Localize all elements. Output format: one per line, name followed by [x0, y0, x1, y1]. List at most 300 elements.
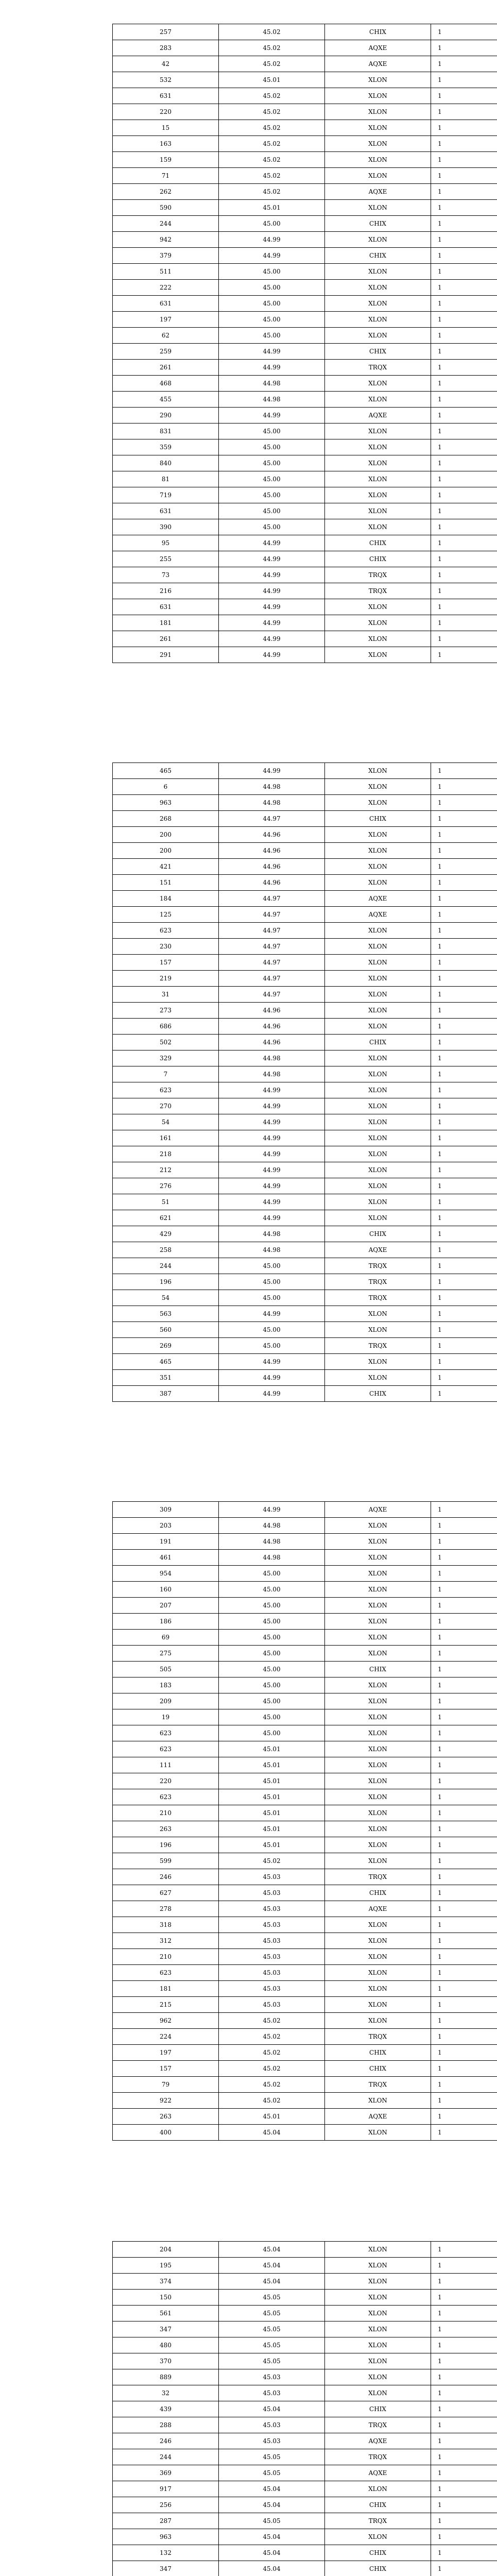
- trade-venue: XLON: [325, 1194, 431, 1210]
- trade-price: 44.99: [219, 1178, 325, 1194]
- table-row: [113, 24, 497, 40]
- trade-flag: 1: [431, 1869, 497, 1885]
- trade-price: 45.00: [219, 1566, 325, 1582]
- trade-venue: CHIX: [325, 24, 431, 40]
- trade-venue: TRQX: [325, 2513, 431, 2529]
- trade-venue: XLON: [325, 471, 431, 487]
- trade-flag: 1: [431, 1885, 497, 1901]
- trade-venue: AQXE: [325, 2465, 431, 2481]
- trade-flag: 1: [431, 312, 497, 328]
- trade-price: 44.99: [219, 583, 325, 599]
- trade-flag: 1: [431, 1598, 497, 1614]
- trade-venue: AQXE: [325, 2109, 431, 2125]
- trade-quantity: 400: [113, 2125, 219, 2141]
- table-row: [113, 615, 497, 631]
- trade-quantity: 257: [113, 24, 219, 40]
- trade-price: 45.01: [219, 72, 325, 88]
- trade-flag: 1: [431, 152, 497, 168]
- trade-venue: XLON: [325, 88, 431, 104]
- trade-flag: 1: [431, 471, 497, 487]
- trade-price: 44.99: [219, 1306, 325, 1322]
- trade-venue: XLON: [325, 955, 431, 971]
- trade-price: 44.99: [219, 344, 325, 360]
- trade-quantity: 461: [113, 1550, 219, 1566]
- trade-quantity: 159: [113, 152, 219, 168]
- table-row: [113, 1837, 497, 1853]
- trade-quantity: 831: [113, 423, 219, 439]
- trade-venue: XLON: [325, 104, 431, 120]
- table-row: [113, 1821, 497, 1837]
- trade-venue: AQXE: [325, 184, 431, 200]
- trade-flag: 1: [431, 1550, 497, 1566]
- trade-quantity: 263: [113, 1821, 219, 1837]
- trade-price: 44.96: [219, 827, 325, 843]
- trade-flag: 1: [431, 2513, 497, 2529]
- trade-venue: CHIX: [325, 535, 431, 551]
- trade-flag: 1: [431, 439, 497, 455]
- trade-quantity: 623: [113, 923, 219, 939]
- trade-price: 44.99: [219, 1386, 325, 1402]
- trade-quantity: 230: [113, 939, 219, 955]
- trade-quantity: 15: [113, 120, 219, 136]
- trade-price: 45.00: [219, 296, 325, 312]
- trade-quantity: 560: [113, 1322, 219, 1338]
- trade-price: 45.01: [219, 200, 325, 216]
- trade-venue: CHIX: [325, 1226, 431, 1242]
- trade-venue: XLON: [325, 200, 431, 216]
- trade-venue: XLON: [325, 280, 431, 296]
- trade-venue: XLON: [325, 1550, 431, 1566]
- trade-price: 45.00: [219, 487, 325, 503]
- trade-flag: 1: [431, 971, 497, 987]
- trade-flag: 1: [431, 1019, 497, 1035]
- trade-quantity: 840: [113, 455, 219, 471]
- trade-price: 44.99: [219, 1082, 325, 1098]
- table-row: [113, 88, 497, 104]
- trade-price: 44.99: [219, 599, 325, 615]
- trade-price: 45.02: [219, 88, 325, 104]
- table-row: [113, 152, 497, 168]
- trade-flag: 1: [431, 551, 497, 567]
- trade-price: 44.99: [219, 631, 325, 647]
- trade-venue: XLON: [325, 1354, 431, 1370]
- trade-flag: 1: [431, 1901, 497, 1917]
- trade-venue: XLON: [325, 779, 431, 795]
- trade-quantity: 261: [113, 631, 219, 647]
- trade-quantity: 261: [113, 360, 219, 376]
- trade-price: 45.03: [219, 1917, 325, 1933]
- trade-venue: XLON: [325, 859, 431, 875]
- trade-flag: 1: [431, 408, 497, 423]
- trade-price: 44.99: [219, 763, 325, 779]
- trade-quantity: 157: [113, 955, 219, 971]
- trade-price: 45.05: [219, 2290, 325, 2306]
- trade-flag: 1: [431, 1693, 497, 1709]
- table-row: [113, 72, 497, 88]
- table-row: [113, 1646, 497, 1662]
- trade-quantity: 262: [113, 184, 219, 200]
- trade-quantity: 963: [113, 2529, 219, 2545]
- table-row: [113, 2290, 497, 2306]
- trade-venue: TRQX: [325, 2077, 431, 2093]
- trade-flag: 1: [431, 1322, 497, 1338]
- trade-flag: 1: [431, 2029, 497, 2045]
- trade-quantity: 502: [113, 1035, 219, 1050]
- trade-quantity: 686: [113, 1019, 219, 1035]
- trade-price: 45.00: [219, 1709, 325, 1725]
- table-row: [113, 2481, 497, 2497]
- trade-flag: 1: [431, 2013, 497, 2029]
- trade-quantity: 347: [113, 2561, 219, 2576]
- trade-flag: 1: [431, 1837, 497, 1853]
- trade-flag: 1: [431, 1789, 497, 1805]
- trade-venue: CHIX: [325, 2561, 431, 2576]
- trade-flag: 1: [431, 763, 497, 779]
- table-row: [113, 1933, 497, 1949]
- trade-price: 45.02: [219, 2061, 325, 2077]
- trade-quantity: 455: [113, 392, 219, 408]
- trade-flag: 1: [431, 2497, 497, 2513]
- trade-venue: XLON: [325, 2529, 431, 2545]
- trade-price: 45.04: [219, 2242, 325, 2258]
- table-row: [113, 939, 497, 955]
- trade-venue: XLON: [325, 1050, 431, 1066]
- trade-venue: XLON: [325, 296, 431, 312]
- trade-price: 45.03: [219, 2369, 325, 2385]
- trade-quantity: 246: [113, 1869, 219, 1885]
- trade-price: 45.02: [219, 2093, 325, 2109]
- trade-flag: 1: [431, 1997, 497, 2013]
- trade-quantity: 465: [113, 763, 219, 779]
- table-row: [113, 875, 497, 891]
- trade-quantity: 183: [113, 1677, 219, 1693]
- trade-quantity: 623: [113, 1741, 219, 1757]
- trade-flag: 1: [431, 2061, 497, 2077]
- trade-flag: 1: [431, 615, 497, 631]
- trade-price: 44.97: [219, 987, 325, 1003]
- trade-price: 44.96: [219, 1035, 325, 1050]
- trade-quantity: 259: [113, 344, 219, 360]
- trade-flag: 1: [431, 779, 497, 795]
- trade-price: 45.00: [219, 328, 325, 344]
- trade-flag: 1: [431, 1630, 497, 1646]
- table-row: [113, 216, 497, 232]
- trade-quantity: 256: [113, 2497, 219, 2513]
- trade-price: 45.02: [219, 2077, 325, 2093]
- trade-venue: TRQX: [325, 567, 431, 583]
- trade-quantity: 329: [113, 1050, 219, 1066]
- trade-venue: XLON: [325, 1709, 431, 1725]
- trade-flag: 1: [431, 2401, 497, 2417]
- trade-table-4: [112, 2241, 497, 2576]
- trade-flag: 1: [431, 1114, 497, 1130]
- trade-venue: XLON: [325, 1837, 431, 1853]
- trade-quantity: 374: [113, 2274, 219, 2290]
- trade-quantity: 203: [113, 1518, 219, 1534]
- trade-price: 44.99: [219, 232, 325, 248]
- table-row: [113, 2497, 497, 2513]
- trade-price: 44.97: [219, 955, 325, 971]
- trade-venue: AQXE: [325, 891, 431, 907]
- trade-flag: 1: [431, 1566, 497, 1582]
- trade-quantity: 197: [113, 2045, 219, 2061]
- trade-quantity: 54: [113, 1114, 219, 1130]
- trade-quantity: 197: [113, 312, 219, 328]
- trade-flag: 1: [431, 392, 497, 408]
- trade-price: 44.97: [219, 971, 325, 987]
- table-row: [113, 439, 497, 455]
- table-row: [113, 2125, 497, 2141]
- table-row: [113, 40, 497, 56]
- trade-venue: XLON: [325, 2306, 431, 2321]
- trade-price: 45.00: [219, 312, 325, 328]
- trade-price: 44.99: [219, 248, 325, 264]
- trade-price: 45.04: [219, 2545, 325, 2561]
- trade-price: 45.05: [219, 2449, 325, 2465]
- trade-price: 45.03: [219, 1933, 325, 1949]
- table-row: [113, 1949, 497, 1965]
- trade-price: 44.96: [219, 859, 325, 875]
- trade-venue: XLON: [325, 1630, 431, 1646]
- trade-quantity: 73: [113, 567, 219, 583]
- trade-venue: CHIX: [325, 1386, 431, 1402]
- trade-table-1: [112, 24, 497, 663]
- trade-price: 45.03: [219, 1997, 325, 2013]
- trade-venue: XLON: [325, 519, 431, 535]
- trade-price: 44.98: [219, 1534, 325, 1550]
- trade-price: 45.01: [219, 2109, 325, 2125]
- trade-quantity: 81: [113, 471, 219, 487]
- trade-flag: 1: [431, 811, 497, 827]
- trade-venue: XLON: [325, 1677, 431, 1693]
- trade-price: 45.03: [219, 1965, 325, 1981]
- trade-quantity: 719: [113, 487, 219, 503]
- table-row: [113, 248, 497, 264]
- trade-venue: XLON: [325, 1306, 431, 1322]
- table-row: [113, 1518, 497, 1534]
- trade-flag: 1: [431, 2481, 497, 2497]
- trade-quantity: 621: [113, 1210, 219, 1226]
- trade-venue: XLON: [325, 647, 431, 663]
- trade-quantity: 922: [113, 2093, 219, 2109]
- trade-price: 45.00: [219, 1725, 325, 1741]
- trade-flag: 1: [431, 923, 497, 939]
- trade-quantity: 181: [113, 615, 219, 631]
- table-row: [113, 296, 497, 312]
- trade-venue: XLON: [325, 2385, 431, 2401]
- table-row: [113, 567, 497, 583]
- table-row: [113, 1709, 497, 1725]
- table-row: [113, 423, 497, 439]
- table-row: [113, 280, 497, 296]
- trade-quantity: 62: [113, 328, 219, 344]
- trade-flag: 1: [431, 296, 497, 312]
- table-row: [113, 1598, 497, 1614]
- trade-quantity: 216: [113, 583, 219, 599]
- trade-quantity: 359: [113, 439, 219, 455]
- trade-flag: 1: [431, 1370, 497, 1386]
- trade-quantity: 161: [113, 1130, 219, 1146]
- table-row: [113, 1322, 497, 1338]
- trade-price: 45.00: [219, 1338, 325, 1354]
- trade-venue: TRQX: [325, 1338, 431, 1354]
- trade-price: 45.00: [219, 503, 325, 519]
- trade-flag: 1: [431, 1965, 497, 1981]
- trade-flag: 1: [431, 859, 497, 875]
- trade-quantity: 220: [113, 104, 219, 120]
- table-row: [113, 971, 497, 987]
- trade-flag: 1: [431, 891, 497, 907]
- trade-quantity: 79: [113, 2077, 219, 2093]
- trade-flag: 1: [431, 1741, 497, 1757]
- trade-quantity: 347: [113, 2321, 219, 2337]
- trade-flag: 1: [431, 2321, 497, 2337]
- trade-venue: XLON: [325, 2242, 431, 2258]
- trade-flag: 1: [431, 1066, 497, 1082]
- trade-flag: 1: [431, 1194, 497, 1210]
- trade-price: 45.00: [219, 264, 325, 280]
- trade-venue: XLON: [325, 264, 431, 280]
- trade-flag: 1: [431, 2465, 497, 2481]
- trade-venue: AQXE: [325, 408, 431, 423]
- table-row: [113, 1035, 497, 1050]
- trade-quantity: 387: [113, 1386, 219, 1402]
- trade-price: 45.00: [219, 519, 325, 535]
- trade-flag: 1: [431, 1646, 497, 1662]
- trade-price: 45.00: [219, 1582, 325, 1598]
- trade-quantity: 468: [113, 376, 219, 392]
- table-row: [113, 2465, 497, 2481]
- trade-flag: 1: [431, 2306, 497, 2321]
- table-row: [113, 408, 497, 423]
- table-row: [113, 56, 497, 72]
- trade-quantity: 954: [113, 1566, 219, 1582]
- trade-quantity: 275: [113, 1646, 219, 1662]
- trade-flag: 1: [431, 1338, 497, 1354]
- trade-quantity: 390: [113, 519, 219, 535]
- trade-flag: 1: [431, 1917, 497, 1933]
- trade-venue: XLON: [325, 923, 431, 939]
- trade-quantity: 268: [113, 811, 219, 827]
- trade-flag: 1: [431, 1274, 497, 1290]
- trade-flag: 1: [431, 631, 497, 647]
- trade-flag: 1: [431, 1518, 497, 1534]
- table-row: [113, 1274, 497, 1290]
- table-row: [113, 471, 497, 487]
- trade-price: 45.03: [219, 1949, 325, 1965]
- trade-price: 45.00: [219, 455, 325, 471]
- trade-quantity: 917: [113, 2481, 219, 2497]
- trade-flag: 1: [431, 1933, 497, 1949]
- trade-flag: 1: [431, 1082, 497, 1098]
- table-row: [113, 843, 497, 859]
- trade-flag: 1: [431, 376, 497, 392]
- trade-price: 44.99: [219, 1194, 325, 1210]
- table-row: [113, 1146, 497, 1162]
- trade-venue: AQXE: [325, 56, 431, 72]
- trade-price: 44.98: [219, 1550, 325, 1566]
- table-row: [113, 1614, 497, 1630]
- trade-table-3: [112, 1501, 497, 2141]
- trade-table-2: [112, 762, 497, 1402]
- trade-venue: XLON: [325, 1582, 431, 1598]
- trade-price: 45.00: [219, 1274, 325, 1290]
- trade-price: 45.04: [219, 2497, 325, 2513]
- trade-price: 44.99: [219, 551, 325, 567]
- trade-flag: 1: [431, 1210, 497, 1226]
- trade-quantity: 439: [113, 2401, 219, 2417]
- trade-quantity: 212: [113, 1162, 219, 1178]
- trade-venue: TRQX: [325, 2417, 431, 2433]
- trade-price: 45.00: [219, 1662, 325, 1677]
- table-row: [113, 1370, 497, 1386]
- table-row: [113, 184, 497, 200]
- trade-quantity: 623: [113, 1965, 219, 1981]
- table-row: [113, 1773, 497, 1789]
- table-row: [113, 1178, 497, 1194]
- trade-venue: TRQX: [325, 2029, 431, 2045]
- table-row: [113, 987, 497, 1003]
- trade-flag: 1: [431, 1290, 497, 1306]
- table-row: [113, 1853, 497, 1869]
- trade-venue: XLON: [325, 2125, 431, 2141]
- trade-venue: XLON: [325, 827, 431, 843]
- trade-price: 45.02: [219, 152, 325, 168]
- trade-price: 45.04: [219, 2401, 325, 2417]
- trade-price: 44.99: [219, 408, 325, 423]
- trade-venue: XLON: [325, 875, 431, 891]
- trade-venue: XLON: [325, 1534, 431, 1550]
- table-row: [113, 1226, 497, 1242]
- table-row: [113, 1306, 497, 1322]
- table-row: [113, 1066, 497, 1082]
- trade-quantity: 631: [113, 599, 219, 615]
- trade-quantity: 111: [113, 1757, 219, 1773]
- table-row: [113, 955, 497, 971]
- trade-venue: XLON: [325, 1003, 431, 1019]
- trade-price: 45.00: [219, 1630, 325, 1646]
- table-row: [113, 2529, 497, 2545]
- trade-price: 45.05: [219, 2321, 325, 2337]
- table-row: [113, 1725, 497, 1741]
- trade-flag: 1: [431, 955, 497, 971]
- trade-flag: 1: [431, 88, 497, 104]
- trade-price: 45.05: [219, 2465, 325, 2481]
- table-row: [113, 312, 497, 328]
- trade-price: 45.05: [219, 2306, 325, 2321]
- table-row: [113, 859, 497, 875]
- trade-price: 45.01: [219, 1741, 325, 1757]
- trade-quantity: 7: [113, 1066, 219, 1082]
- table-row: [113, 1290, 497, 1306]
- trade-flag: 1: [431, 1773, 497, 1789]
- trade-quantity: 6: [113, 779, 219, 795]
- trade-venue: XLON: [325, 2258, 431, 2274]
- trade-venue: XLON: [325, 1933, 431, 1949]
- trade-flag: 1: [431, 2242, 497, 2258]
- trade-flag: 1: [431, 2290, 497, 2306]
- trade-quantity: 204: [113, 2242, 219, 2258]
- trade-flag: 1: [431, 2449, 497, 2465]
- trade-price: 45.05: [219, 2513, 325, 2529]
- trade-price: 45.02: [219, 104, 325, 120]
- table-row: [113, 1210, 497, 1226]
- trade-quantity: 69: [113, 1630, 219, 1646]
- trade-venue: XLON: [325, 1130, 431, 1146]
- table-row: [113, 1338, 497, 1354]
- trade-quantity: 195: [113, 2258, 219, 2274]
- trade-quantity: 186: [113, 1614, 219, 1630]
